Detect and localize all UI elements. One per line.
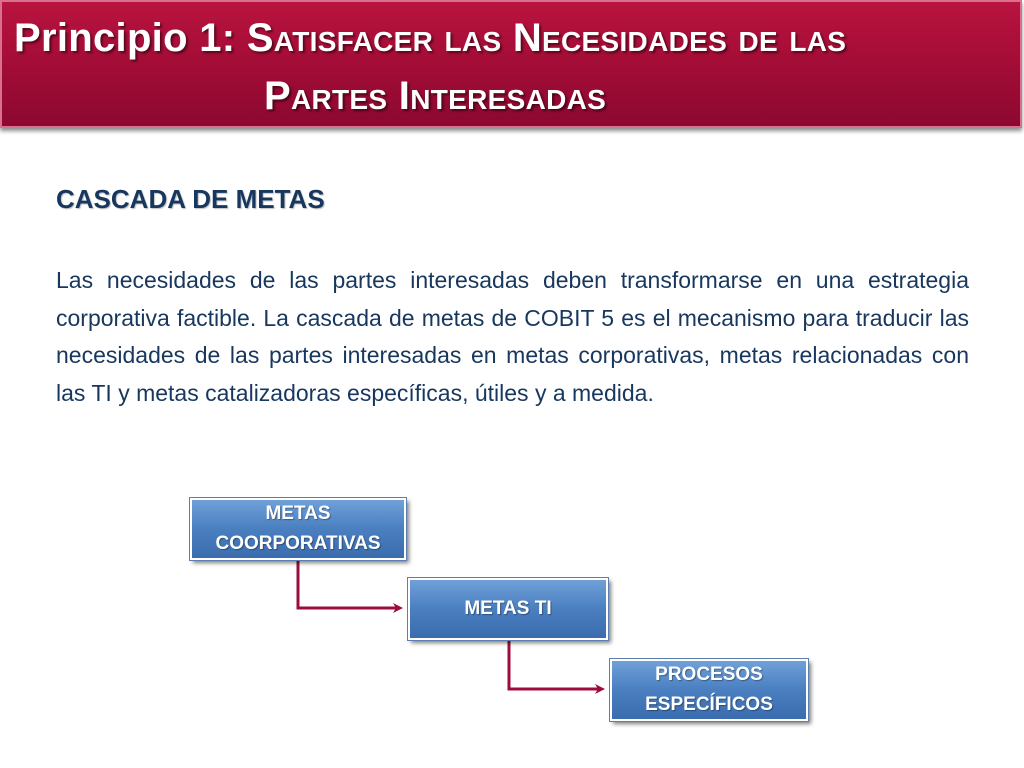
title-caps-2: Partes Interesadas [264, 74, 607, 118]
goal-box-it [408, 578, 608, 640]
title-prefix: Principio 1: [14, 16, 247, 60]
goal-box-it-label: METAS TI [464, 598, 552, 619]
goal-box-processes-line-1: PROCESOS [655, 664, 763, 685]
arrow-1 [298, 561, 400, 608]
section-heading: CASCADA DE METAS [56, 184, 325, 214]
goal-box-corporate-line-1: METAS [265, 503, 331, 524]
goal-box-corporate-line-2: COORPORATIVAS [215, 533, 381, 554]
goal-box-processes-line-2: ESPECÍFICOS [645, 694, 773, 715]
title-caps-1: Satisfacer las Necesidades de las [246, 16, 847, 60]
goal-box-processes [610, 659, 808, 721]
body-paragraph: Las necesidades de las partes interesadas deben transformarse en una estrategia corporativa factible. La cascada de metas de COBIT 5 es el mecanismo para traducir las necesidades de las partes interesadas en metas corporativas, metas relacionadas con las TI y metas catalizadoras específicas, útiles y a medida. [56, 267, 969, 406]
goal-box-corporate [190, 498, 406, 560]
arrow-2 [509, 641, 602, 689]
